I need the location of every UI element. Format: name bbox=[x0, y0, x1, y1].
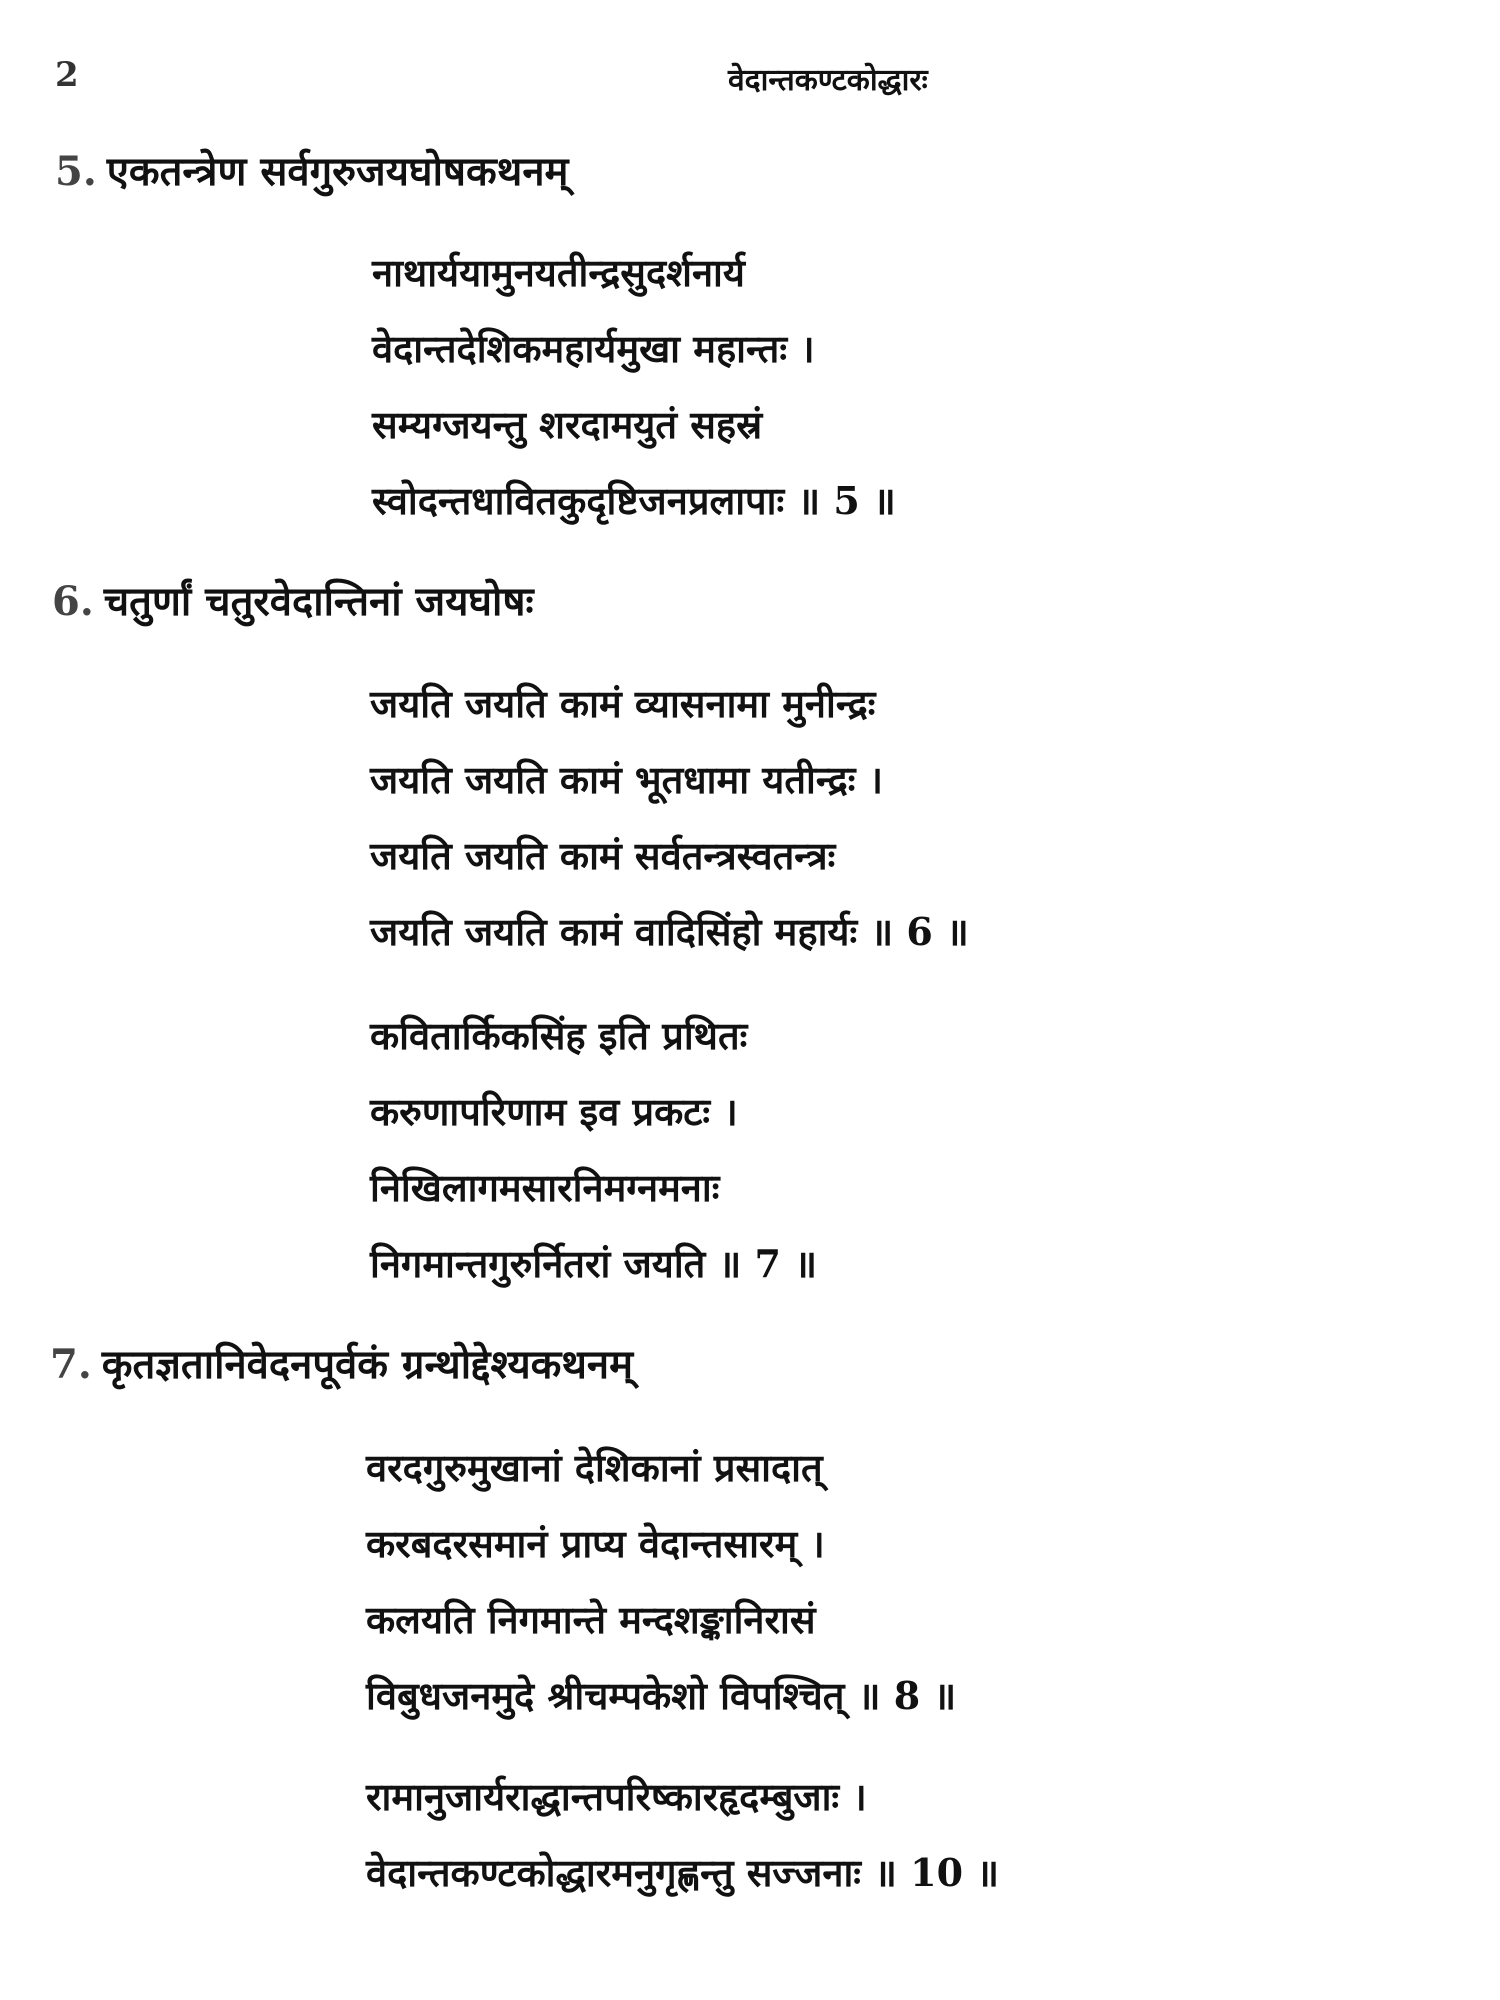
verse-line: नाथार्ययामुनयतीन्द्रसुदर्शनार्य bbox=[372, 250, 745, 295]
verse-line: रामानुजार्यराद्धान्तपरिष्कारहृदम्बुजाः । bbox=[366, 1774, 867, 1819]
verse-line: जयति जयति कामं भूतधामा यतीन्द्रः । bbox=[370, 757, 884, 802]
section-heading-7 bbox=[50, 1335, 633, 1390]
section-number: 7. bbox=[50, 1341, 92, 1388]
verse-line: कवितार्किकसिंह इति प्रथितः bbox=[370, 1013, 748, 1058]
verse-line: करुणापरिणाम इव प्रकटः । bbox=[370, 1089, 738, 1134]
verse-line: करबदरसमानं प्राप्य वेदान्तसारम् । bbox=[366, 1521, 825, 1566]
section-heading-5 bbox=[55, 142, 568, 197]
verse-line: कलयति निगमान्ते मन्दशङ्कानिरासं bbox=[366, 1597, 816, 1642]
verse-line: विबुधजनमुदे श्रीचम्पकेशो विपश्चित् ॥ 8 ॥ bbox=[366, 1673, 957, 1718]
section-number: 6. bbox=[52, 578, 94, 625]
verse-line: जयति जयति कामं वादिसिंहो महार्यः ॥ 6 ॥ bbox=[370, 909, 969, 954]
verse-line: वरदगुरुमुखानां देशिकानां प्रसादात् bbox=[366, 1445, 823, 1490]
verse-line: जयति जयति कामं व्यासनामा मुनीन्द्रः bbox=[370, 681, 876, 726]
section-title: चतुर्णां चतुरवेदान्तिनां जयघोषः bbox=[103, 578, 534, 625]
verse-line: स्वोदन्तधावितकुदृष्टिजनप्रलापाः ॥ 5 ॥ bbox=[372, 478, 896, 523]
section-title: एकतन्त्रेण सर्वगुरुजयघोषकथनम् bbox=[106, 148, 569, 195]
section-heading-6 bbox=[52, 572, 534, 627]
verse-line: वेदान्तदेशिकमहार्यमुखा महान्तः । bbox=[372, 326, 815, 371]
verse-line: निखिलागमसारनिमग्नमनाः bbox=[370, 1165, 720, 1210]
section-number: 5. bbox=[55, 148, 97, 195]
verse-line: निगमान्तगुरुर्नितरां जयति ॥ 7 ॥ bbox=[370, 1241, 817, 1286]
page-number: 2 bbox=[55, 55, 79, 95]
section-title: कृतज्ञतानिवेदनपूर्वकं ग्रन्थोद्देश्यकथनम् bbox=[101, 1341, 634, 1388]
verse-line: जयति जयति कामं सर्वतन्त्रस्वतन्त्रः bbox=[370, 833, 836, 878]
running-title: वेदान्तकण्टकोद्धारः bbox=[728, 63, 928, 98]
verse-line: सम्यग्जयन्तु शरदामयुतं सहस्रं bbox=[372, 402, 763, 447]
verse-line: वेदान्तकण्टकोद्धारमनुगृह्णन्तु सज्जनाः ॥ 10 ॥ bbox=[366, 1850, 1000, 1895]
